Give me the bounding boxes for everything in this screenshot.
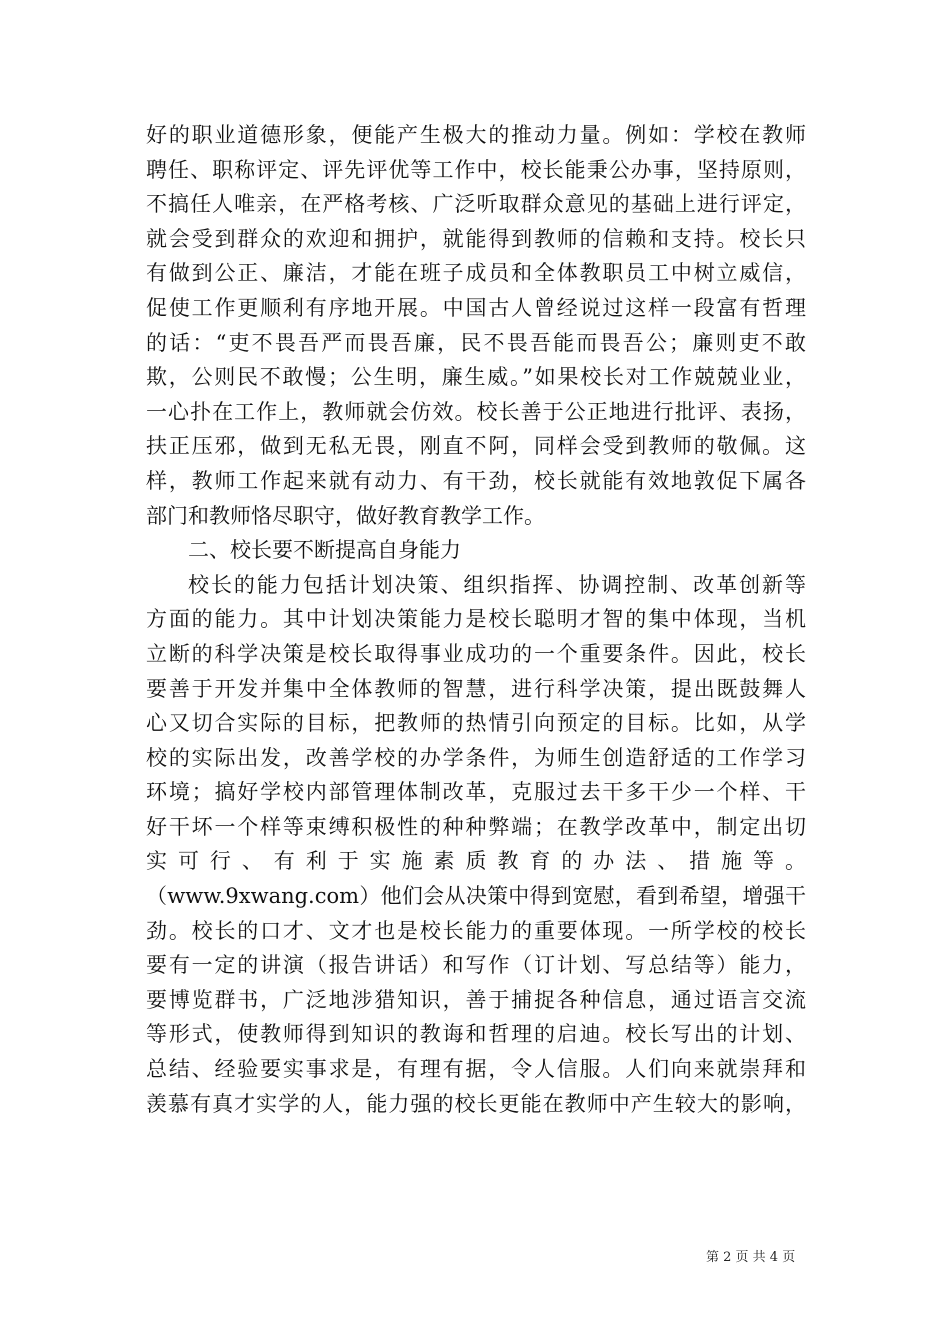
- text-line: 好干坏一个样等束缚积极性的种种弊端；在教学改革中，制定出切: [146, 814, 806, 839]
- text-line: 劲。校长的口才、文才也是校长能力的重要体现。一所学校的校长: [146, 918, 806, 943]
- paragraph-1: [146, 118, 806, 533]
- text-line: （www.9xwang.com）他们会从决策中得到宽慰，看到希望，增强干: [146, 884, 806, 909]
- text-line: 样，教师工作起来就有动力、有干劲，校长就能有效地敦促下属各: [146, 468, 806, 493]
- section-heading: 二、校长要不断提高自身能力: [188, 538, 461, 563]
- text-line: 要博览群书，广泛地涉猎知识，善于捕捉各种信息，通过语言交流: [146, 987, 806, 1012]
- text-line: 校的实际出发，改善学校的办学条件，为师生创造舒适的工作学习: [146, 745, 806, 770]
- document-body: [146, 118, 806, 1121]
- text-line: 校长的能力包括计划决策、组织指挥、协调控制、改革创新等: [188, 572, 806, 597]
- text-line: 心又切合实际的目标，把教师的热情引向预定的目标。比如，从学: [146, 711, 806, 736]
- text-line: 总结、经验要实事求是，有理有据，令人信服。人们向来就崇拜和: [146, 1057, 806, 1082]
- text-line: 扶正压邪，做到无私无畏，刚直不阿，同样会受到教师的敬佩。这: [146, 434, 806, 459]
- text-line: 羡慕有真才实学的人，能力强的校长更能在教师中产生较大的影响，: [146, 1091, 806, 1116]
- text-line: 立断的科学决策是校长取得事业成功的一个重要条件。因此，校长: [146, 641, 806, 666]
- text-line: 实可行、有利于实施素质教育的办法、措施等。: [146, 849, 806, 874]
- text-line: 聘任、职称评定、评先评优等工作中，校长能秉公办事，坚持原则，: [146, 157, 806, 182]
- text-line: 就会受到群众的欢迎和拥护，就能得到教师的信赖和支持。校长只: [146, 226, 806, 251]
- text-line: 方面的能力。其中计划决策能力是校长聪明才智的集中体现，当机: [146, 607, 806, 632]
- text-line: 一心扑在工作上，教师就会仿效。校长善于公正地进行批评、表扬，: [146, 399, 806, 424]
- text-line: 要善于开发并集中全体教师的智慧，进行科学决策，提出既鼓舞人: [146, 676, 806, 701]
- text-line: 的话：“吏不畏吾严而畏吾廉，民不畏吾能而畏吾公；廉则吏不敢: [146, 330, 806, 355]
- text-line: 环境；搞好学校内部管理体制改革，克服过去干多干少一个样、干: [146, 780, 806, 805]
- text-line: 欺，公则民不敢慢；公生明，廉生威。”如果校长对工作兢兢业业，: [146, 365, 806, 390]
- paragraph-2: [146, 568, 806, 1122]
- text-line: 有做到公正、廉洁，才能在班子成员和全体教职员工中树立威信，: [146, 261, 806, 286]
- text-line: 要有一定的讲演（报告讲话）和写作（订计划、写总结等）能力，: [146, 953, 806, 978]
- text-line: 促使工作更顺利有序地开展。中国古人曾经说过这样一段富有哲理: [146, 295, 806, 320]
- text-line: 好的职业道德形象，便能产生极大的推动力量。例如：学校在教师: [146, 123, 806, 147]
- text-line: 不搞任人唯亲，在严格考核、广泛听取群众意见的基础上进行评定，: [146, 192, 806, 217]
- text-line: 部门和教师恪尽职守，做好教育教学工作。: [146, 503, 545, 528]
- page-number: 第 2 页 共 4 页: [706, 1250, 796, 1265]
- text-line: 等形式，使教师得到知识的教诲和哲理的启迪。校长写出的计划、: [146, 1022, 806, 1047]
